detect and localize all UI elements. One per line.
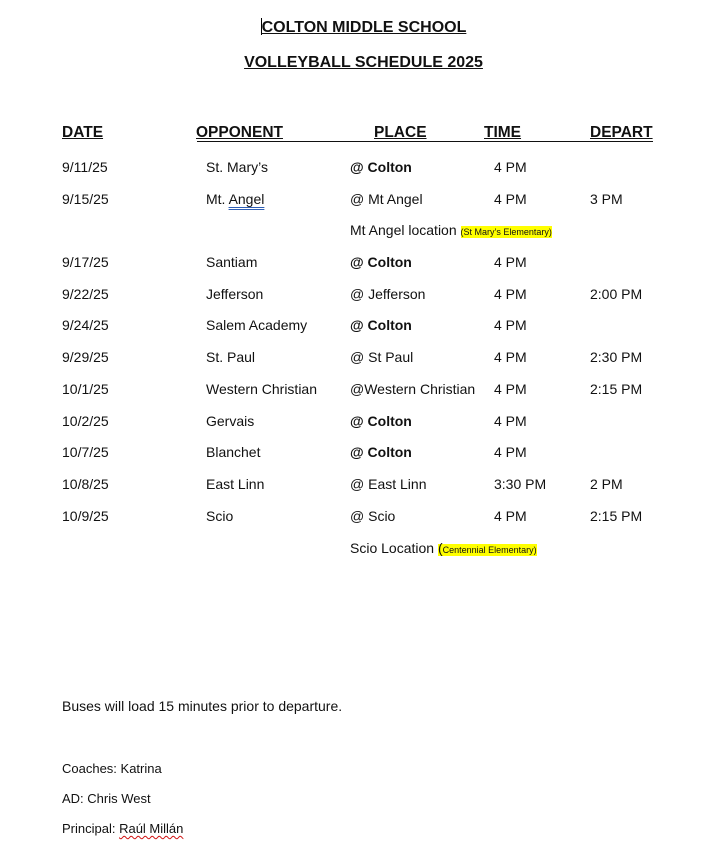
school-title — [0, 18, 727, 37]
coaches-line: Coaches: Katrina — [62, 761, 162, 776]
school-name: COLTON MIDDLE SCHOOL — [261, 19, 467, 36]
date-cell: 9/17/25 — [62, 254, 109, 270]
date-cell: 10/1/25 — [62, 381, 109, 397]
location-detail-highlight: (St Mary’s Elementary) — [460, 227, 552, 237]
date-cell: 9/22/25 — [62, 286, 109, 302]
place-cell: @Western Christian — [350, 381, 476, 397]
time-cell: 4 PM — [494, 444, 527, 460]
location-label: Mt Angel location — [350, 222, 461, 238]
location-paren: ( — [437, 540, 443, 556]
principal-name: Raúl Millán — [119, 821, 184, 836]
date-cell: 10/2/25 — [62, 413, 109, 429]
time-cell: 4 PM — [494, 317, 527, 333]
place-cell: @ Scio — [350, 508, 396, 524]
date-cell: 9/24/25 — [62, 317, 109, 333]
mt-angel-location-note — [350, 222, 552, 238]
place-cell: @ St Paul — [350, 349, 414, 365]
location-detail: Centennial Elementary) — [442, 545, 537, 555]
date-cell: 10/9/25 — [62, 508, 109, 524]
place-cell: @ Jefferson — [350, 286, 426, 302]
bus-note: Buses will load 15 minutes prior to departure. — [62, 698, 343, 714]
ad-line: AD: Chris West — [62, 791, 151, 806]
col-header-time: TIME — [484, 124, 522, 141]
col-header-date: DATE — [62, 124, 104, 141]
depart-cell: 2:15 PM — [590, 508, 643, 524]
date-cell: 10/8/25 — [62, 476, 109, 492]
location-detail-highlight — [437, 540, 537, 556]
opponent-cell: Jefferson — [206, 286, 264, 302]
place-cell: @ Colton — [350, 159, 412, 175]
opponent-prefix: Mt. — [206, 191, 229, 207]
place-cell: @ Colton — [350, 413, 412, 429]
depart-cell: 2:15 PM — [590, 381, 643, 397]
time-cell: 4 PM — [494, 254, 527, 270]
opponent-cell: Scio — [206, 508, 234, 524]
principal-line — [62, 821, 183, 836]
opponent-cell: St. Paul — [206, 349, 256, 365]
place-cell: @ Mt Angel — [350, 191, 423, 207]
principal-label: Principal: — [62, 821, 120, 836]
depart-cell: 2:00 PM — [590, 286, 643, 302]
col-header-place: PLACE — [374, 124, 427, 141]
opponent-cell: Western Christian — [206, 381, 318, 397]
place-cell: @ Colton — [350, 444, 412, 460]
date-cell: 9/15/25 — [62, 191, 109, 207]
place-cell: @ Colton — [350, 317, 412, 333]
opponent-word: Angel — [228, 191, 265, 207]
time-cell: 4 PM — [494, 349, 527, 365]
col-header-opponent: OPPONENT — [196, 124, 283, 141]
date-cell: 9/29/25 — [62, 349, 109, 365]
date-cell: 10/7/25 — [62, 444, 109, 460]
opponent-cell — [206, 191, 264, 207]
opponent-cell: East Linn — [206, 476, 265, 492]
location-label: Scio Location — [350, 540, 438, 556]
opponent-cell: Santiam — [206, 254, 258, 270]
opponent-cell: Salem Academy — [206, 317, 308, 333]
time-cell: 4 PM — [494, 286, 527, 302]
scio-location-note — [350, 540, 537, 556]
time-cell: 3:30 PM — [494, 476, 547, 492]
date-cell: 9/11/25 — [62, 159, 108, 175]
opponent-cell: Gervais — [206, 413, 255, 429]
header-underline — [197, 141, 653, 142]
time-cell: 4 PM — [494, 381, 527, 397]
time-cell: 4 PM — [494, 508, 527, 524]
time-cell: 4 PM — [494, 191, 527, 207]
time-cell: 4 PM — [494, 159, 527, 175]
depart-cell: 2:30 PM — [590, 349, 643, 365]
depart-cell: 3 PM — [590, 191, 623, 207]
time-cell: 4 PM — [494, 413, 527, 429]
place-cell: @ East Linn — [350, 476, 427, 492]
col-header-depart: DEPART — [590, 124, 653, 141]
place-cell: @ Colton — [350, 254, 412, 270]
opponent-cell: St. Mary’s — [206, 159, 268, 175]
opponent-cell: Blanchet — [206, 444, 261, 460]
depart-cell: 2 PM — [590, 476, 623, 492]
schedule-title: VOLLEYBALL SCHEDULE 2025 — [244, 54, 483, 71]
